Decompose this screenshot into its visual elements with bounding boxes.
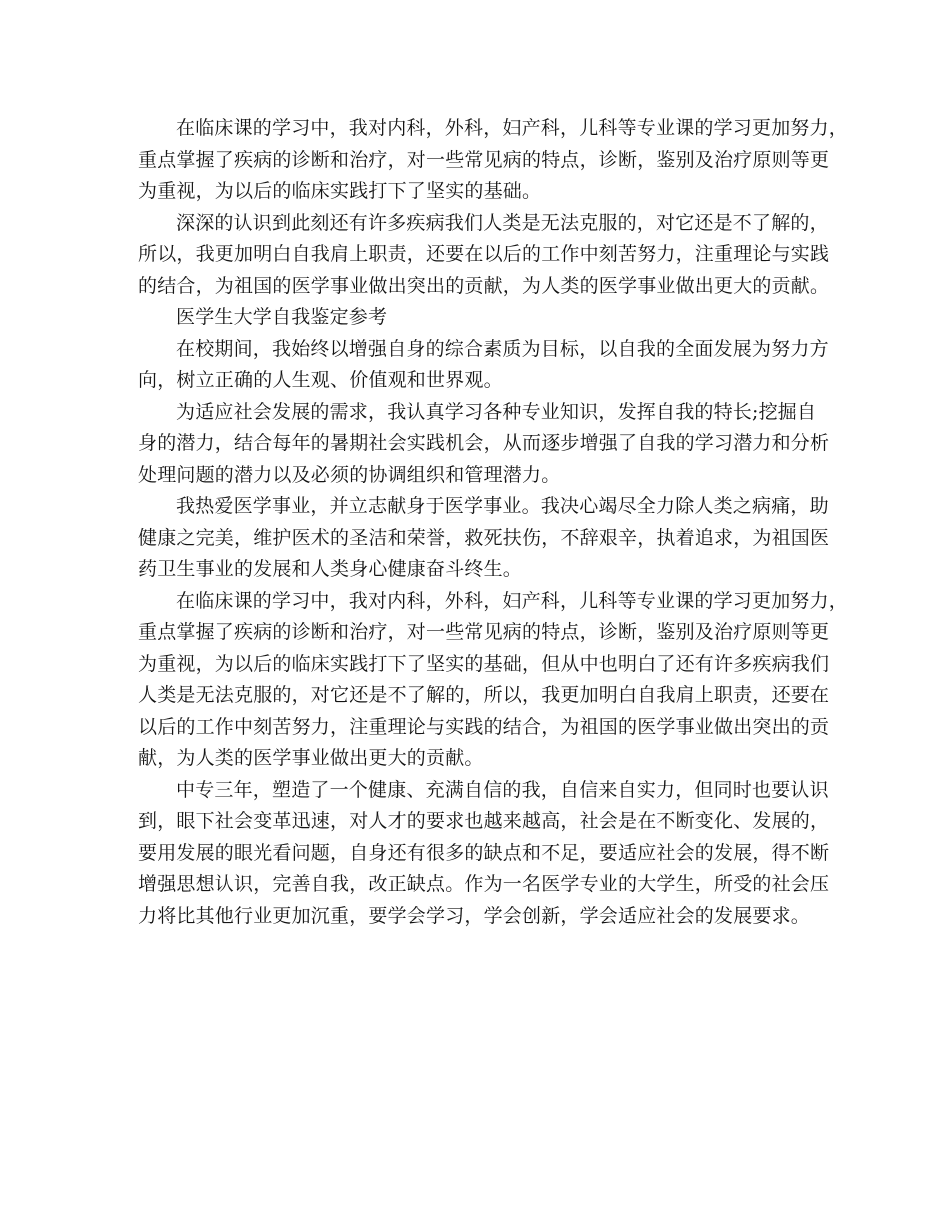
paragraph-line: 健康之完美，维护医术的圣洁和荣誉，救死扶伤，不辞艰辛，执着追求，为祖国医 — [138, 526, 830, 549]
paragraph-first-line: 在临床课的学习中，我对内科，外科，妇产科，儿科等专业课的学习更加努力， — [176, 117, 849, 139]
paragraph-line: 药卫生事业的发展和人类身心健康奋斗终生。 — [138, 558, 523, 580]
paragraph-line: 献，为人类的医学事业做出更大的贡献。 — [138, 747, 484, 769]
paragraph-line: 为重视，为以后的临床实践打下了坚实的基础。 — [138, 180, 542, 202]
paragraph — [138, 208, 828, 303]
paragraph-line: 力将比其他行业更加沉重，要学会学习，学会创新，学会适应社会的发展要求。 — [138, 904, 811, 927]
paragraph-line: 重点掌握了疾病的诊断和治疗，对一些常见病的特点，诊断，鉴别及治疗原则等更 — [138, 148, 830, 171]
paragraph-line: 处理问题的潜力以及必须的协调组织和管理潜力。 — [138, 463, 561, 486]
paragraph-first-line: 在临床课的学习中，我对内科，外科，妇产科，儿科等专业课的学习更加努力， — [176, 589, 849, 612]
paragraph-line: 重点掌握了疾病的诊断和治疗，对一些常见病的特点，诊断，鉴别及治疗原则等更 — [138, 621, 830, 643]
paragraph — [138, 775, 828, 933]
paragraph-line: 为重视，为以后的临床实践打下了坚实的基础，但从中也明白了还有许多疾病我们 — [138, 652, 830, 675]
paragraph-first-line: 深深的认识到此刻还有许多疾病我们人类是无法克服的，对它还是不了解的， — [176, 211, 829, 234]
paragraph-first-line: 中专三年，塑造了一个健康、充满自信的我，自信来自实力，但同时也要认识 — [176, 778, 829, 801]
paragraph-line: 人类是无法克服的，对它还是不了解的，所以，我更加明白自我肩上职责，还要在 — [138, 684, 830, 706]
paragraph-line: 到，眼下社会变革迅速，对人才的要求也越来越高，社会是在不断变化、发展的， — [138, 810, 830, 832]
paragraph-line: 的结合，为祖国的医学事业做出突出的贡献，为人类的医学事业做出更大的贡献。 — [138, 274, 830, 297]
document-body — [138, 113, 849, 932]
paragraph — [138, 334, 828, 397]
paragraph-line: 以后的工作中刻苦努力，注重理论与实践的结合，为祖国的医学事业做出突出的贡 — [138, 715, 830, 738]
paragraph-first-line: 医学生大学自我鉴定参考 — [176, 306, 388, 328]
paragraph-first-line: 在校期间，我始终以增强自身的综合素质为目标，以自我的全面发展为努力方 — [176, 337, 829, 360]
paragraph — [138, 491, 828, 586]
paragraph-line: 要用发展的眼光看问题，自身还有很多的缺点和不足，要适应社会的发展，得不断 — [138, 841, 830, 864]
paragraph — [138, 113, 849, 208]
paragraph-line: 所以，我更加明白自我肩上职责，还要在以后的工作中刻苦努力，注重理论与实践 — [138, 243, 830, 265]
paragraph — [138, 302, 828, 334]
paragraph-first-line: 为适应社会发展的需求，我认真学习各种专业知识，发挥自我的特长;挖掘自 — [176, 400, 817, 423]
paragraph-line: 向，树立正确的人生观、价值观和世界观。 — [138, 369, 503, 391]
paragraph — [138, 586, 849, 775]
paragraph-line: 增强思想认识，完善自我，改正缺点。作为一名医学专业的大学生，所受的社会压 — [138, 873, 830, 895]
paragraph-first-line: 我热爱医学事业，并立志献身于医学事业。我决心竭尽全力除人类之病痛，助 — [176, 495, 829, 517]
paragraph-line: 身的潜力，结合每年的暑期社会实践机会，从而逐步增强了自我的学习潜力和分析 — [138, 432, 830, 454]
paragraph — [138, 397, 828, 492]
